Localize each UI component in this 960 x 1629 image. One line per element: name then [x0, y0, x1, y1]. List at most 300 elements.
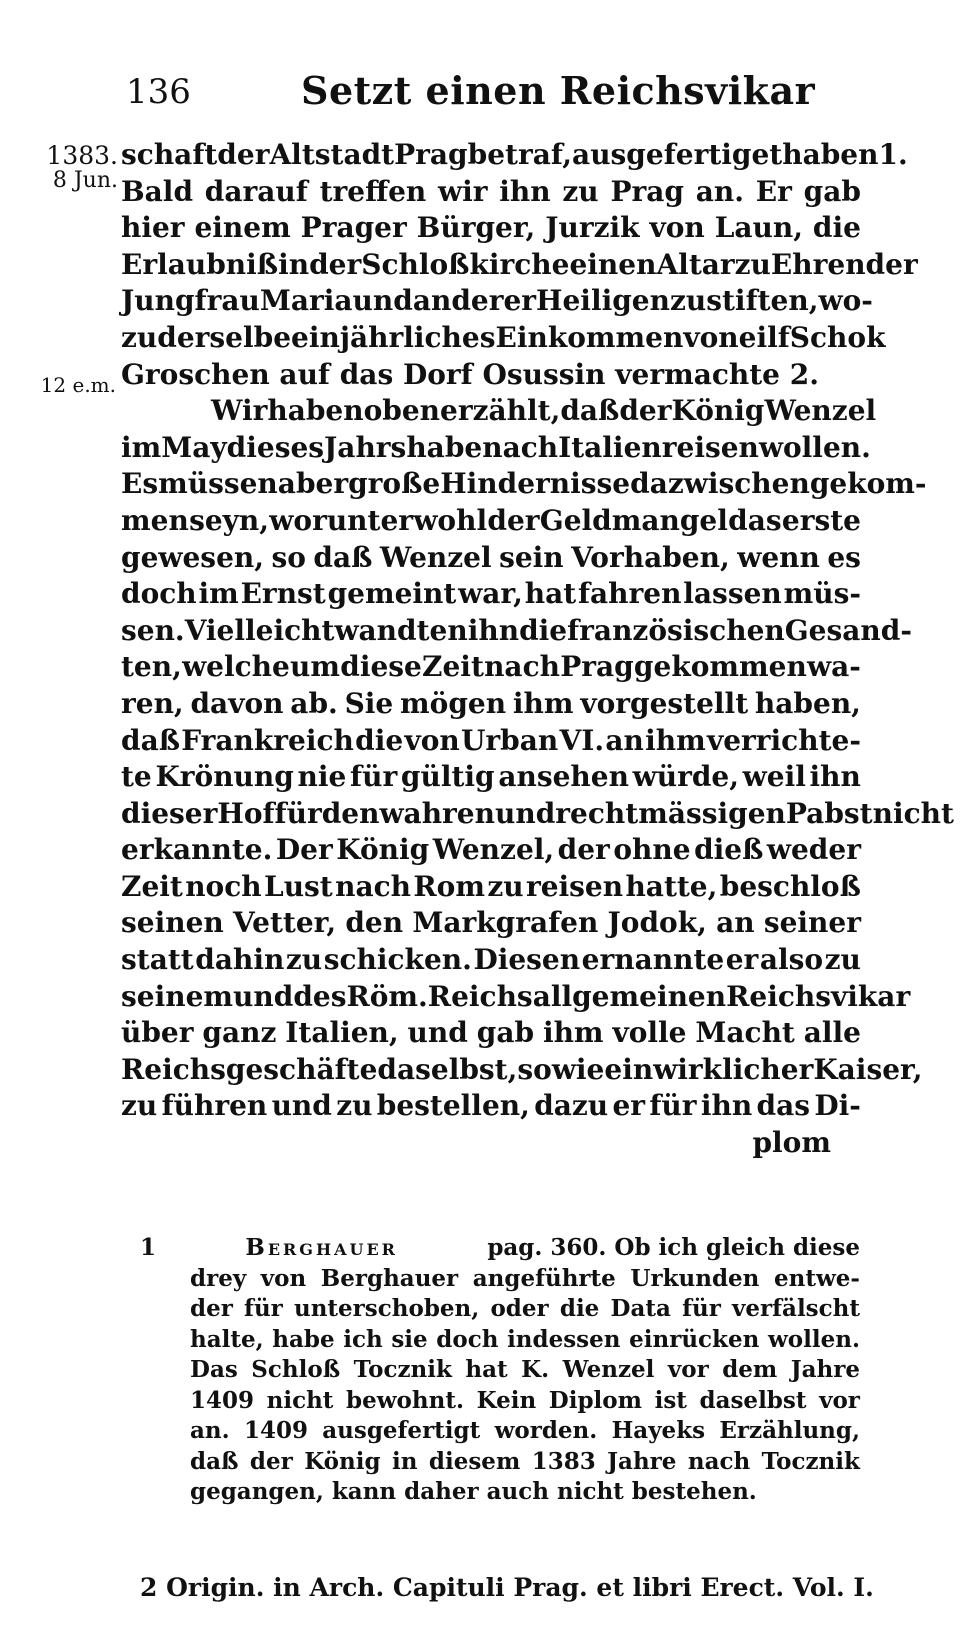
text-line [121, 1089, 861, 1126]
word: an. [190, 1417, 230, 1444]
word: seinem [121, 979, 234, 1013]
word: Jahre [790, 1356, 860, 1383]
word: Heiligen [536, 284, 670, 318]
word: derselbe [157, 320, 292, 354]
word: vorgestellt [580, 686, 749, 720]
text-line [121, 760, 861, 797]
word: ist [654, 1386, 687, 1414]
word: und [494, 796, 556, 830]
word: zu [669, 284, 707, 318]
word: in [278, 247, 310, 281]
footnote-line [140, 1326, 860, 1357]
word: Bürger, [416, 211, 536, 245]
word: König [671, 394, 765, 428]
word: ein [291, 320, 340, 354]
word: Altar [656, 247, 735, 281]
word: dazu [534, 1089, 609, 1123]
word: Lust [264, 869, 333, 903]
word: an [716, 906, 755, 940]
text-line [121, 284, 873, 321]
word: wo- [818, 284, 873, 318]
word: Wir [211, 394, 268, 428]
word: einem [194, 211, 291, 245]
word: rechtmässigen [555, 796, 786, 830]
word: für [350, 760, 398, 794]
word: halte, [190, 1325, 264, 1353]
word: Maria [259, 284, 353, 318]
margin-note-currency: 12 e.m. [40, 373, 116, 397]
word: habe [406, 430, 483, 464]
word: gekommen [633, 650, 807, 684]
word: Hindernisse [440, 467, 631, 501]
word: te [121, 760, 152, 794]
word: an. [695, 174, 744, 208]
word: reisen [525, 869, 624, 903]
word: die [519, 613, 568, 647]
word: Krönung [155, 760, 294, 794]
word: ansehen [498, 760, 629, 794]
text-line [121, 138, 908, 175]
word: gewesen, [121, 540, 264, 574]
word: Bald [121, 174, 194, 208]
word: betraf, [467, 138, 573, 171]
word: für [649, 1089, 697, 1123]
word: oben [363, 394, 441, 428]
word: men [121, 503, 189, 537]
word: das [756, 1089, 810, 1123]
word: indessen [507, 1325, 621, 1353]
paragraph-1 [121, 138, 918, 394]
word: dieß [694, 833, 764, 867]
word: angeführte [472, 1264, 616, 1292]
word: diesem [428, 1447, 521, 1475]
word: hatte, [625, 869, 718, 903]
running-head: Setzt einen Reichsvikar [301, 68, 816, 113]
word: haben [782, 138, 879, 171]
word: müs- [783, 577, 861, 611]
footnote-line: gegangen, kann daher auch nicht bestehen. [190, 1478, 757, 1505]
word: von [649, 211, 705, 245]
word: der [309, 247, 362, 281]
text-line [121, 833, 861, 870]
word: allgemeinen [532, 979, 727, 1013]
word: französischen [567, 613, 785, 647]
word: doch [121, 577, 197, 611]
word: ihm [542, 1016, 604, 1050]
word: sein [499, 540, 564, 574]
word: daß [121, 723, 180, 757]
margin-note-year: 1383. [46, 141, 118, 170]
word: statt [121, 943, 194, 977]
word: Reichsgeschäfte [121, 1052, 378, 1086]
word: in [392, 1447, 418, 1475]
word: er [725, 943, 759, 977]
word: erste [781, 503, 861, 537]
word: erzählt, [440, 394, 561, 428]
footnote-2-text: Origin. in Arch. Capituli Prag. et libri Erect. Vol. I. [166, 1573, 874, 1602]
footnote-line [140, 1295, 860, 1326]
word: Vielleicht [184, 613, 335, 647]
word: haben [267, 394, 364, 428]
word: ein [604, 1052, 654, 1086]
word: welche [182, 650, 290, 684]
word: Reichs [427, 979, 533, 1013]
word: mögen [400, 686, 507, 720]
word: dahin [195, 943, 285, 977]
text-line: Groschen auf das Dorf Osussin vermachte 2. [121, 357, 819, 391]
word: Prager [300, 211, 407, 245]
word: alle [803, 1016, 861, 1050]
word: würde, [632, 760, 739, 794]
word: nicht [266, 1386, 334, 1414]
word: Altstadt [269, 138, 395, 171]
word: Jahrs [324, 430, 407, 464]
word: der [619, 394, 672, 428]
word: Berghauer [320, 1264, 459, 1292]
word: im [198, 577, 239, 611]
word: Prag [394, 138, 468, 171]
word: im [121, 430, 162, 464]
word: König [336, 833, 430, 867]
word: dazwischen [630, 467, 810, 501]
word: Vetter, [232, 906, 337, 940]
word: daß [560, 394, 620, 428]
word: ihn [700, 1089, 753, 1123]
word: beschloß [719, 869, 861, 903]
margin-note-date: 8 Jun. [52, 168, 118, 193]
word: Frankreich [181, 723, 354, 757]
word: Schloß [251, 1356, 341, 1383]
word: für [274, 796, 322, 830]
word: ab. [290, 686, 338, 720]
word: ich [343, 1325, 383, 1353]
footnote-line [140, 1387, 860, 1418]
word: vor [667, 1356, 709, 1383]
word: hat [524, 577, 577, 611]
word: Tocznik [761, 1447, 860, 1475]
footnote-2 [140, 1573, 874, 1602]
word: treffen [319, 174, 427, 208]
word: gültig [400, 760, 495, 794]
word: Kaiser, [813, 1052, 923, 1086]
word: der [190, 1295, 233, 1322]
word: Urkunden [630, 1264, 760, 1292]
word: Di- [814, 1089, 861, 1123]
word: ihn [499, 174, 551, 208]
word: schicken. [323, 943, 472, 977]
word: ohne [613, 833, 691, 867]
word: darauf [204, 174, 308, 208]
word: Einkommen [495, 320, 684, 354]
word: Er [755, 174, 792, 208]
word: von [260, 1264, 307, 1292]
word: seinen [121, 906, 224, 940]
word: daselbst, [377, 1052, 518, 1086]
word: wirklicher [653, 1052, 814, 1086]
word: Data [610, 1295, 671, 1322]
text-line [121, 541, 861, 578]
word: Schloßkirche [361, 247, 570, 281]
word: doch [436, 1325, 499, 1353]
page-header [126, 68, 856, 120]
word: daß [313, 540, 373, 574]
word: Reichsvikar [726, 979, 911, 1013]
word: ernannte [581, 943, 725, 977]
text-line [121, 796, 954, 834]
word: wie [551, 1052, 605, 1086]
word: Sie [344, 686, 394, 720]
word: zu [285, 943, 323, 977]
word: Prag [610, 174, 684, 208]
word: ren, [121, 686, 184, 720]
word: habe [272, 1325, 335, 1353]
word: ihm [512, 686, 574, 720]
word: so [271, 540, 306, 574]
word: gekom- [809, 467, 927, 501]
text-line [121, 943, 861, 980]
word: Gesand- [784, 613, 912, 647]
word: sen. [121, 613, 185, 647]
word: dieser [121, 796, 218, 830]
footnote-1-first-line [140, 1234, 860, 1265]
word: wollen. [767, 1325, 860, 1353]
word: Erzählung, [719, 1417, 860, 1444]
word: Wenzel, [432, 833, 555, 867]
word: müssen [158, 467, 278, 501]
word: Röm. [346, 979, 428, 1013]
word: nie [297, 760, 347, 794]
word: zu [487, 869, 524, 903]
word: Es [121, 467, 159, 501]
word: zu [562, 174, 599, 208]
word: Ernst [240, 577, 326, 611]
word: Jodok, [607, 906, 707, 940]
word: wollen. [758, 430, 871, 464]
word: der [249, 1447, 293, 1475]
word: Jurzik [545, 211, 640, 245]
word: er [612, 1089, 646, 1123]
word: Italien [558, 430, 662, 464]
word: Kein [476, 1386, 537, 1414]
word: oder [490, 1295, 549, 1322]
paragraph-2 [121, 394, 954, 1126]
word: große [348, 467, 441, 501]
footnote-line [140, 1417, 860, 1448]
catchword: plom [752, 1126, 831, 1160]
word: diese [340, 650, 422, 684]
word: nach [484, 650, 560, 684]
text-line [121, 979, 911, 1017]
word: haben, [754, 686, 861, 720]
word: ganz [202, 1016, 277, 1050]
word: jährliches [339, 320, 496, 354]
word: für [244, 1295, 283, 1322]
word: es [827, 540, 861, 574]
word: 1409 [190, 1386, 255, 1414]
word: worden. [494, 1417, 598, 1444]
word: stiften, [706, 284, 819, 318]
text-line [121, 577, 861, 614]
word: Diplom [548, 1386, 642, 1414]
word: verrichte- [706, 723, 861, 757]
word: 1. [878, 138, 908, 171]
word: wir [438, 174, 488, 208]
word: nach [482, 430, 559, 464]
word: den [321, 796, 380, 830]
text-line [121, 870, 861, 907]
word: ihm [645, 723, 706, 757]
word: also [759, 943, 824, 977]
text-line [121, 1016, 861, 1053]
word: wandten [334, 613, 468, 647]
page-number: 136 [126, 72, 191, 112]
word: unterschoben, [293, 1295, 480, 1322]
footnote-line [140, 1448, 860, 1479]
word: entwe- [773, 1264, 860, 1292]
word: wohl [413, 503, 488, 537]
word: an [605, 723, 644, 757]
word: für [682, 1295, 721, 1322]
word: die [559, 1295, 600, 1322]
word: VI. [559, 723, 605, 757]
word: bewohnt. [346, 1386, 464, 1414]
footnote-line [140, 1265, 860, 1296]
word: Das [190, 1356, 238, 1383]
word: bestellen, [376, 1089, 530, 1123]
text-line [121, 211, 861, 248]
text-line [121, 906, 861, 943]
word: so [517, 1052, 552, 1086]
word: des [293, 979, 347, 1013]
word: noch [185, 869, 262, 903]
word: Wenzel [764, 394, 877, 428]
word: ihn [467, 613, 520, 647]
word: verfälscht [732, 1295, 860, 1322]
word: daselbst [699, 1386, 807, 1414]
footnotes [140, 1234, 860, 1509]
word: Prag [560, 650, 634, 684]
word: wenn [737, 540, 820, 574]
word: einen [569, 247, 657, 281]
word: gab [476, 1016, 535, 1050]
word: der [487, 503, 540, 537]
word: war, [458, 577, 523, 611]
footnote-line [140, 1356, 860, 1387]
word: volle [612, 1016, 687, 1050]
footnote-1-author: Berghauer [245, 1234, 398, 1261]
word: schaft [121, 138, 218, 171]
text-line [121, 650, 861, 687]
word: eilf [738, 320, 790, 354]
text-line [121, 320, 886, 358]
word: und [407, 1016, 468, 1050]
footnote-2-marker: 2 [140, 1573, 158, 1602]
word: erkannte. [121, 833, 273, 867]
word: fahren [577, 577, 682, 611]
word: die [355, 723, 404, 757]
text-line [121, 467, 927, 504]
word: hat [465, 1356, 508, 1383]
word: Diesen [473, 943, 581, 977]
word: Laun, [714, 211, 803, 245]
word: ihn [809, 760, 861, 794]
main-text [121, 138, 954, 1163]
word: dieses [226, 430, 325, 464]
word: reisen [661, 430, 759, 464]
word: einrücken [629, 1325, 760, 1353]
word: May [161, 430, 227, 464]
word: wa- [807, 650, 861, 684]
word: ten, [121, 650, 182, 684]
word: daß [190, 1447, 239, 1475]
word: über [121, 1016, 194, 1050]
text-line [121, 1052, 923, 1090]
word: weil [742, 760, 806, 794]
text-line [121, 724, 861, 761]
word: den [345, 906, 404, 940]
word: Italien, [285, 1016, 399, 1050]
word: Hof [217, 796, 275, 830]
word: und [233, 979, 294, 1013]
word: Tocznik [353, 1356, 452, 1383]
word: dem [722, 1356, 778, 1383]
word: Rom [413, 869, 485, 903]
text-line [121, 687, 861, 724]
word: 1409 [243, 1417, 308, 1444]
word: weder [766, 833, 861, 867]
word: ausgefertiget [572, 138, 783, 171]
word: zu [824, 943, 861, 977]
word: Wenzel [562, 1356, 655, 1383]
word: und [352, 284, 413, 318]
word: seyn, [189, 503, 270, 537]
word: ausgefertigt [322, 1417, 481, 1444]
text-line [121, 394, 877, 431]
word: Ehren [770, 247, 866, 281]
word: König [304, 1447, 381, 1475]
word: und [271, 1089, 332, 1123]
word: davon [190, 686, 284, 720]
word: Zeit [422, 650, 484, 684]
word: Schok [789, 320, 886, 354]
word: K. [521, 1356, 550, 1383]
word: zu [734, 247, 771, 281]
word: Hayeks [611, 1417, 706, 1444]
word: nach [335, 869, 412, 903]
text-line [121, 430, 871, 468]
word: Geldmangel [539, 503, 728, 537]
word: von [404, 723, 460, 757]
footnote-1-first-rest: pag. 360. Ob ich gleich diese [487, 1234, 860, 1261]
word: Jungfrau [121, 284, 260, 318]
word: von [683, 320, 739, 354]
word: Markgrafen [412, 906, 599, 940]
word: der [865, 247, 918, 281]
word: gemeint [327, 577, 457, 611]
word: seiner [763, 906, 861, 940]
word: sie [391, 1325, 428, 1353]
word: die [812, 211, 861, 245]
word: der [557, 833, 610, 867]
word: nicht [872, 796, 954, 830]
word: Der [275, 833, 333, 867]
word: vor [819, 1386, 860, 1414]
word: das [728, 503, 782, 537]
word: hier [121, 211, 185, 245]
text-line [121, 504, 861, 541]
word: Jahre [607, 1447, 677, 1475]
word: Zeit [121, 869, 183, 903]
